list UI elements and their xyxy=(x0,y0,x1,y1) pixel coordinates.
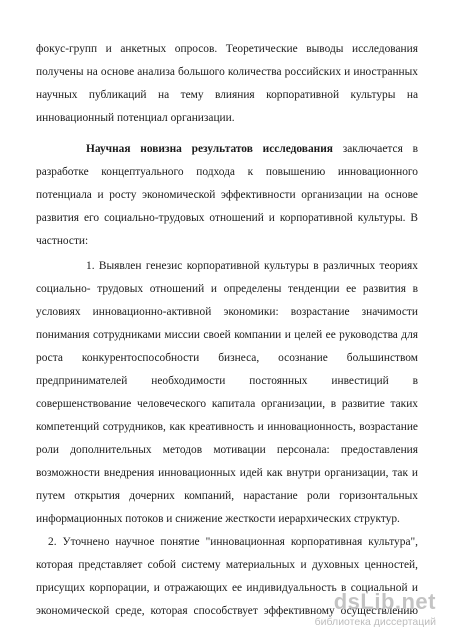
text-line: путем открытия дочерних компаний, нарастание роли горизонтальных xyxy=(36,490,418,502)
novelty-line xyxy=(86,142,418,156)
text-line: 2. Уточнено научное понятие "инновационная корпоративная культура", xyxy=(48,536,418,548)
novelty-tail: заключается в xyxy=(342,143,418,155)
text-line: понимания сотрудниками миссии своей компании и целей ее руководства для xyxy=(36,329,418,341)
text-line: социально- трудовых отношений и определены тенденции ее развития в xyxy=(36,283,418,295)
text-line: присущих корпорации, и отражающих ее индивидуальность в социальной и xyxy=(36,582,418,594)
text-line: фокус-групп и анкетных опросов. Теоретические выводы исследования xyxy=(36,43,418,55)
text-line: частности: xyxy=(36,235,89,247)
text-line: условиях инновационно-активной экономики: возрастание значимости xyxy=(36,306,418,318)
text-line: роста конкурентоспособности бизнеса, осознание большинством xyxy=(36,352,418,364)
watermark-subtitle: библиотека диссертаций xyxy=(314,616,436,628)
text-line: которая представляет собой систему материальных и духовных ценностей, xyxy=(36,559,418,571)
text-line: 1. Выявлен генезис корпоративной культуры в различных теориях xyxy=(86,260,418,272)
text-line: научных публикаций на тему влияния корпоративной культуры на xyxy=(36,89,418,101)
watermark-logo: dsLib.net xyxy=(333,589,436,614)
text-line: возможности внедрения инновационных идей как внутри организации, так и xyxy=(36,467,418,479)
dslib-watermark xyxy=(296,589,436,629)
text-line: роли дополнительных методов мотивации персонала: предоставления xyxy=(36,444,418,456)
text-line: потенциала и росту экономической эффективности организации на основе xyxy=(36,189,418,201)
text-line: развития его социально-трудовых отношений и корпоративной культуры. В xyxy=(36,212,418,224)
text-line: совершенствование человеческого капитала организации, в развитие таких xyxy=(36,398,418,410)
text-line: получены на основе анализа большого количества российских и иностранных xyxy=(36,66,418,78)
text-line: инновационный потенциал организации. xyxy=(36,112,235,124)
text-line: компетенций сотрудников, как креативность и инновационность, возрастание xyxy=(36,421,418,433)
text-line: информационных потоков и снижение жесткости иерархических структур. xyxy=(36,513,400,525)
novelty-heading: Научная новизна результатов исследования xyxy=(86,143,333,155)
text-line: предпринимателей необходимости постоянных инвестиций в xyxy=(36,375,418,387)
text-line: экономической среде, которая способствует эффективному осуществлению xyxy=(36,605,418,617)
text-line: разработке концептуального подхода к повышению инновационного xyxy=(36,166,418,178)
